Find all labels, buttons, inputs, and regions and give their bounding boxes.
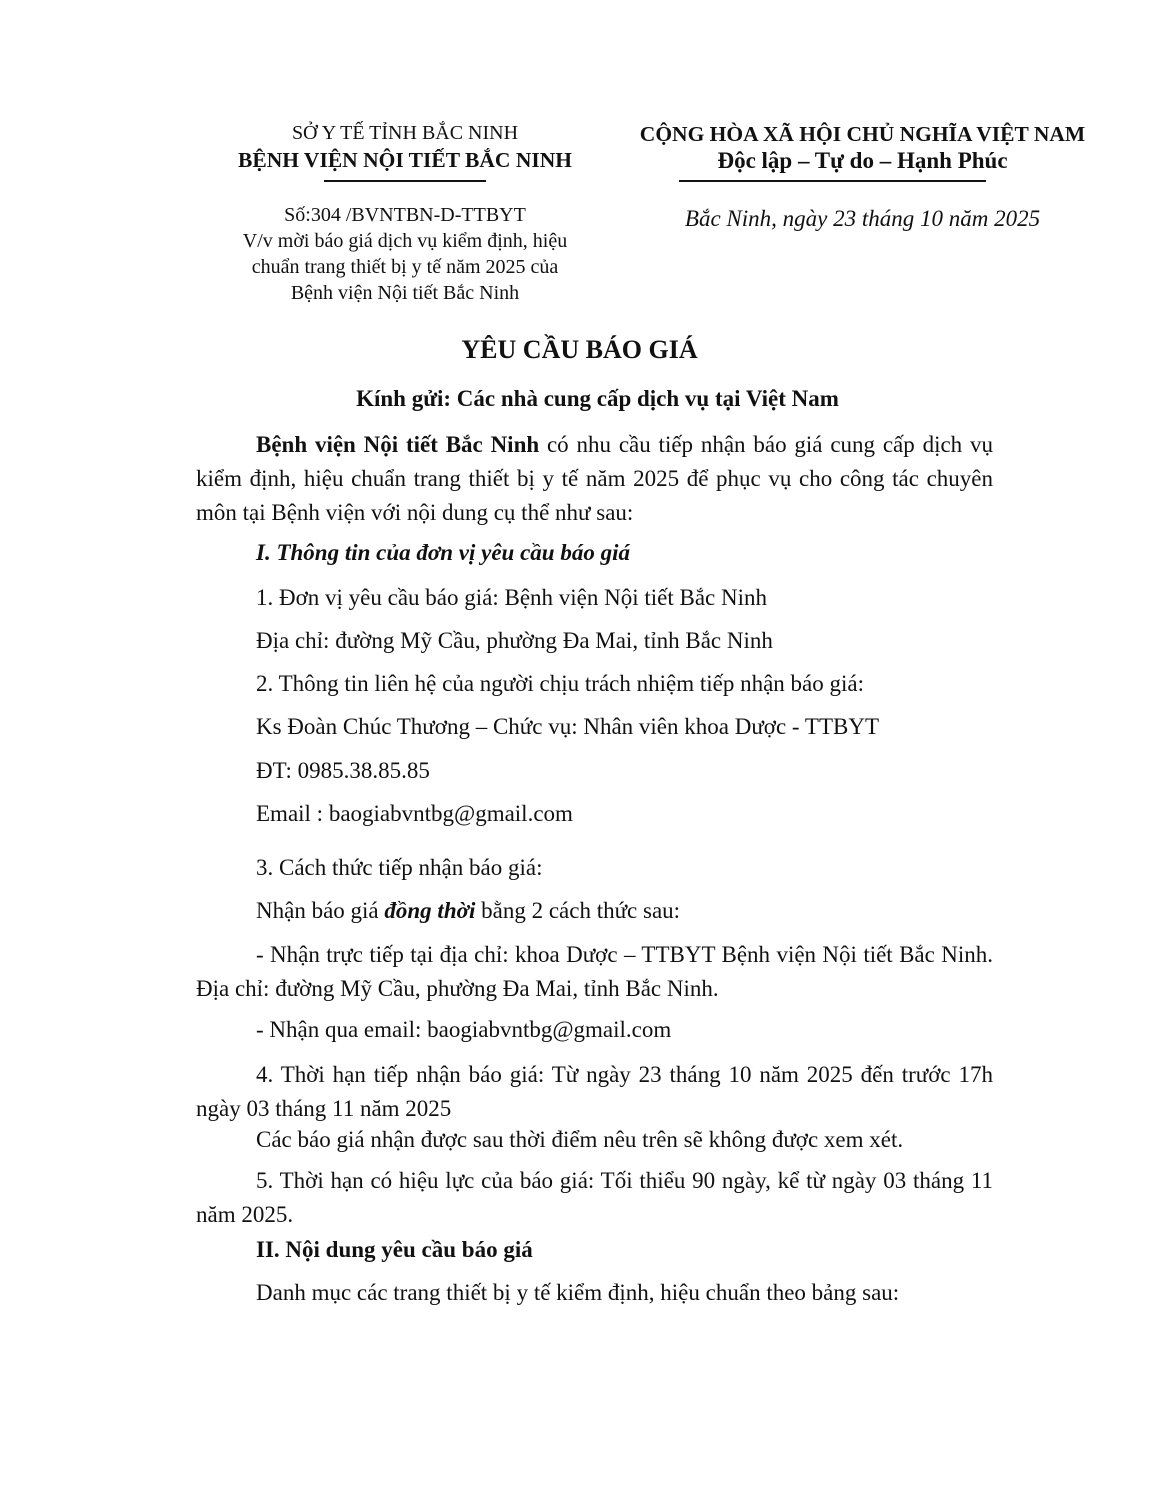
national-motto: Độc lập – Tự do – Hạnh Phúc bbox=[717, 148, 1008, 173]
validity: 5. Thời hạn có hiệu lực của báo giá: Tối thiểu 90 ngày, kể từ ngày 03 tháng 11 năm 2025. bbox=[196, 1168, 993, 1227]
method-intro-emphasis: đồng thời bbox=[384, 898, 476, 923]
motto-underline bbox=[679, 180, 986, 182]
document-title: YÊU CẦU BÁO GIÁ bbox=[461, 335, 698, 364]
intro-text: có nhu cầu tiếp nhận báo giá cung cấp dịch vụ kiểm định, hiệu chuẩn trang thiết bị y tế năm 2025 để phục vụ cho công tác chuyên môn tại Bệnh viện với nội dung cụ thể như sau: bbox=[196, 432, 993, 525]
method-email: - Nhận qua email: baogiabvntbg@gmail.com bbox=[256, 1017, 672, 1042]
section-2-heading: II. Nội dung yêu cầu báo giá bbox=[256, 1237, 533, 1262]
subject-line-1: V/v mời báo giá dịch vụ kiểm định, hiệu bbox=[242, 230, 568, 252]
recipient: Kính gửi: Các nhà cung cấp dịch vụ tại Việt Nam bbox=[356, 386, 839, 411]
document-number: Số:304 /BVNTBN-D-TTBYT bbox=[284, 204, 526, 226]
method-title: 3. Cách thức tiếp nhận báo giá: bbox=[256, 855, 543, 880]
method-direct: - Nhận trực tiếp tại địa chỉ: khoa Dược – TTBYT Bệnh viện Nội tiết Bắc Ninh. Địa chỉ: đường Mỹ Cầu, phường Đa Mai, tỉnh Bắc Ninh. bbox=[196, 942, 993, 1001]
subject-line-2: chuẩn trang thiết bị y tế năm 2025 của bbox=[251, 256, 559, 278]
contact-phone: ĐT: 0985.38.85.85 bbox=[256, 758, 430, 783]
section-2-intro: Danh mục các trang thiết bị y tế kiểm định, hiệu chuẩn theo bảng sau: bbox=[256, 1280, 900, 1305]
org-underline bbox=[324, 180, 486, 182]
hospital-name-emphasis: Bệnh viện Nội tiết Bắc Ninh bbox=[256, 432, 540, 457]
unit-address: Địa chỉ: đường Mỹ Cầu, phường Đa Mai, tỉnh Bắc Ninh bbox=[256, 628, 773, 653]
method-intro-a: Nhận báo giá bbox=[256, 898, 385, 923]
national-title: CỘNG HÒA XÃ HỘI CHỦ NGHĨA VIỆT NAM bbox=[639, 122, 1086, 146]
contact-email: Email : baogiabvntbg@gmail.com bbox=[256, 801, 573, 826]
method-intro bbox=[256, 898, 680, 924]
late-note: Các báo giá nhận được sau thời điểm nêu trên sẽ không được xem xét. bbox=[256, 1127, 904, 1152]
department-name: SỞ Y TẾ TỈNH BẮC NINH bbox=[291, 122, 519, 144]
requesting-unit: 1. Đơn vị yêu cầu báo giá: Bệnh viện Nội tiết Bắc Ninh bbox=[256, 585, 768, 610]
contact-title: 2. Thông tin liên hệ của người chịu trách nhiệm tiếp nhận báo giá: bbox=[256, 671, 864, 696]
subject-line-3: Bệnh viện Nội tiết Bắc Ninh bbox=[290, 282, 520, 304]
section-1-heading: I. Thông tin của đơn vị yêu cầu báo giá bbox=[256, 540, 630, 565]
deadline: 4. Thời hạn tiếp nhận báo giá: Từ ngày 23 tháng 10 năm 2025 đến trước 17h ngày 03 tháng 11 năm 2025 bbox=[196, 1062, 993, 1121]
place-and-date: Bắc Ninh, ngày 23 tháng 10 năm 2025 bbox=[684, 206, 1041, 231]
intro-paragraph bbox=[196, 428, 993, 530]
organization-name: BỆNH VIỆN NỘI TIẾT BẮC NINH bbox=[238, 148, 572, 172]
method-intro-b: bằng 2 cách thức sau: bbox=[475, 898, 681, 923]
contact-person: Ks Đoàn Chúc Thương – Chức vụ: Nhân viên khoa Dược - TTBYT bbox=[256, 714, 880, 739]
